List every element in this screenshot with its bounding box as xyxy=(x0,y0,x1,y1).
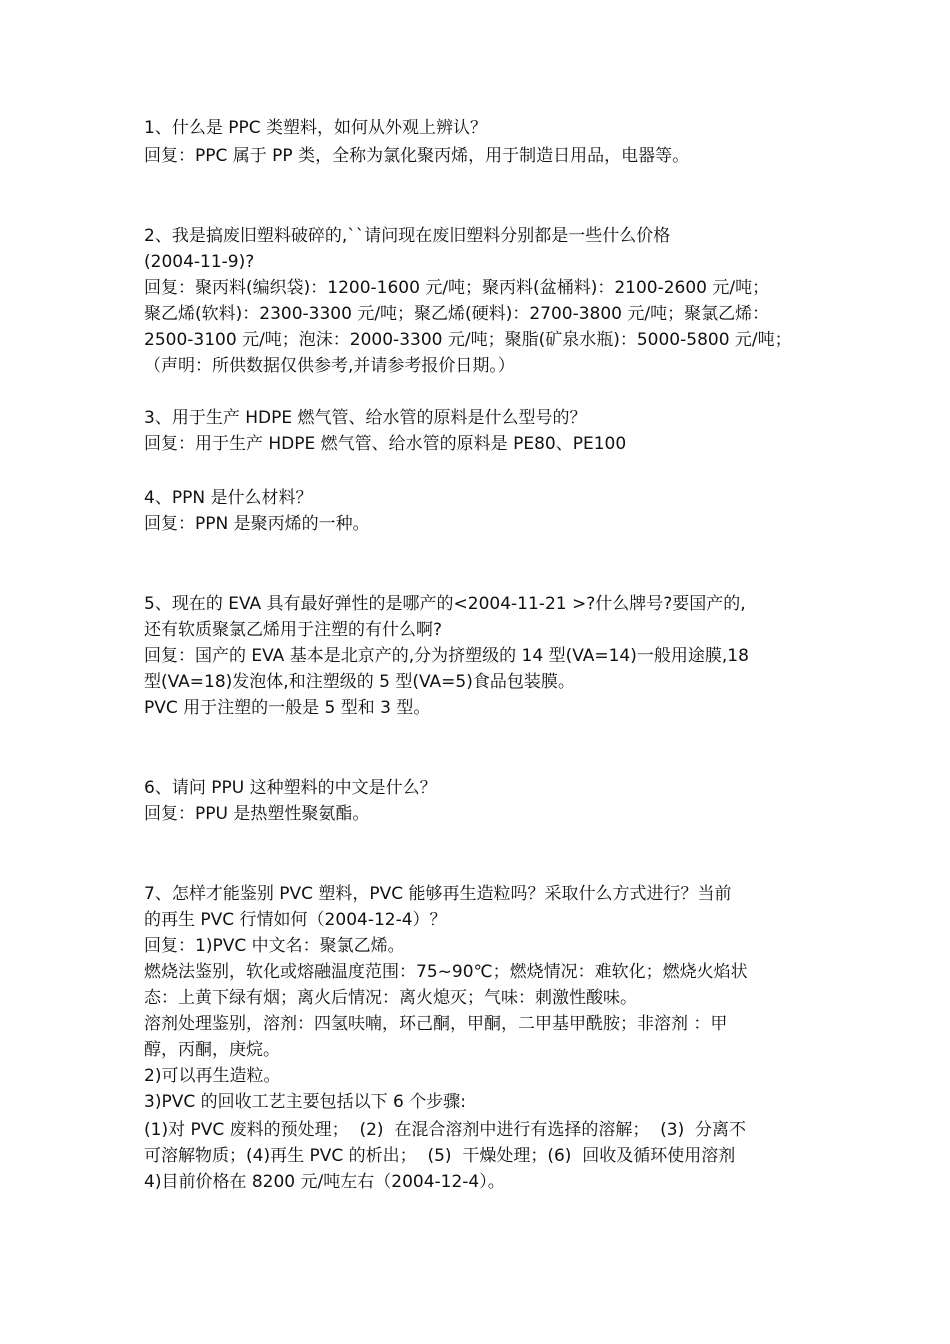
answer-7-line-5: 醇，丙酮，庚烷。 xyxy=(144,1040,280,1060)
answer-2-line-3: 2500-3100 元/吨；泡沫：2000-3300 元/吨；聚脂(矿泉水瓶)：5000-5800 元/吨； xyxy=(144,330,792,350)
answer-7-line-7: 3)PVC 的回收工艺主要包括以下 6 个步骤: xyxy=(144,1092,466,1112)
question-7-line-1: 7、怎样才能鉴别 PVC 塑料，PVC 能够再生造粒吗？采取什么方式进行？当前 xyxy=(144,884,732,904)
question-5-line-2: 还有软质聚氯乙烯用于注塑的有什么啊? xyxy=(144,620,443,640)
question-3-line-1: 3、用于生产 HDPE 燃气管、给水管的原料是什么型号的？ xyxy=(144,408,587,428)
question-5-line-1: 5、现在的 EVA 具有最好弹性的是哪产的<2004-11-21 >?什么牌号?要国产的, xyxy=(144,594,746,614)
answer-7-line-6: 2)可以再生造粒。 xyxy=(144,1066,281,1086)
answer-7-line-2: 燃烧法鉴别，软化或熔融温度范围：75~90℃；燃烧情况：难软化；燃烧火焰状 xyxy=(144,962,748,982)
answer-2-line-2: 聚乙烯(软料)：2300-3300 元/吨；聚乙烯(硬料)：2700-3800 元/吨；聚氯乙烯： xyxy=(144,304,770,324)
question-2-line-1: 2、我是搞废旧塑料破碎的,``请问现在废旧塑料分别都是一些什么价格 xyxy=(144,226,671,246)
answer-1-line-1: 回复：PPC 属于 PP 类，全称为氯化聚丙烯，用于制造日用品，电器等。 xyxy=(144,146,690,166)
answer-7-line-4: 溶剂处理鉴别，溶剂：四氢呋喃，环己酮，甲酮，二甲基甲酰胺；非溶剂 ：甲 xyxy=(144,1014,728,1034)
question-1-line-1: 1、什么是 PPC 类塑料，如何从外观上辨认？ xyxy=(144,118,487,138)
question-4-line-1: 4、PPN 是什么材料？ xyxy=(144,488,313,508)
answer-7-line-10: 4)目前价格在 8200 元/吨左右（2004-12-4）。 xyxy=(144,1172,505,1192)
answer-4-line-1: 回复：PPN 是聚丙烯的一种。 xyxy=(144,514,370,534)
answer-6-line-1: 回复：PPU 是热塑性聚氨酯。 xyxy=(144,804,370,824)
answer-3-line-1: 回复：用于生产 HDPE 燃气管、给水管的原料是 PE80、PE100 xyxy=(144,434,627,454)
answer-7-line-9: 可溶解物质；(4)再生 PVC 的析出； (5) 干燥处理；(6) 回收及循环使用溶剂 xyxy=(144,1146,736,1166)
answer-5-line-3: PVC 用于注塑的一般是 5 型和 3 型。 xyxy=(144,698,431,718)
question-2-line-2: (2004-11-9)? xyxy=(144,252,255,272)
answer-7-line-8: (1)对 PVC 废料的预处理； (2) 在混合溶剂中进行有选择的溶解； (3) 分离不 xyxy=(144,1120,747,1140)
answer-7-line-3: 态：上黄下绿有烟；离火后情况：离火熄灭；气味：刺激性酸味。 xyxy=(144,988,637,1008)
question-6-line-1: 6、请问 PPU 这种塑料的中文是什么？ xyxy=(144,778,437,798)
question-7-line-2: 的再生 PVC 行情如何（2004-12-4）？ xyxy=(144,910,447,930)
answer-5-line-2: 型(VA=18)发泡体,和注塑级的 5 型(VA=5)食品包装膜。 xyxy=(144,672,575,692)
answer-5-line-1: 回复：国产的 EVA 基本是北京产的,分为挤塑级的 14 型(VA=14)一般用途膜,18 xyxy=(144,646,749,666)
answer-2-line-1: 回复：聚丙料(编织袋)：1200-1600 元/吨；聚丙料(盆桶料)：2100-2600 元/吨； xyxy=(144,278,770,298)
answer-7-line-1: 回复：1)PVC 中文名：聚氯乙烯。 xyxy=(144,936,405,956)
answer-2-line-4: （声明：所供数据仅供参考,并请参考报价日期。） xyxy=(144,356,515,376)
